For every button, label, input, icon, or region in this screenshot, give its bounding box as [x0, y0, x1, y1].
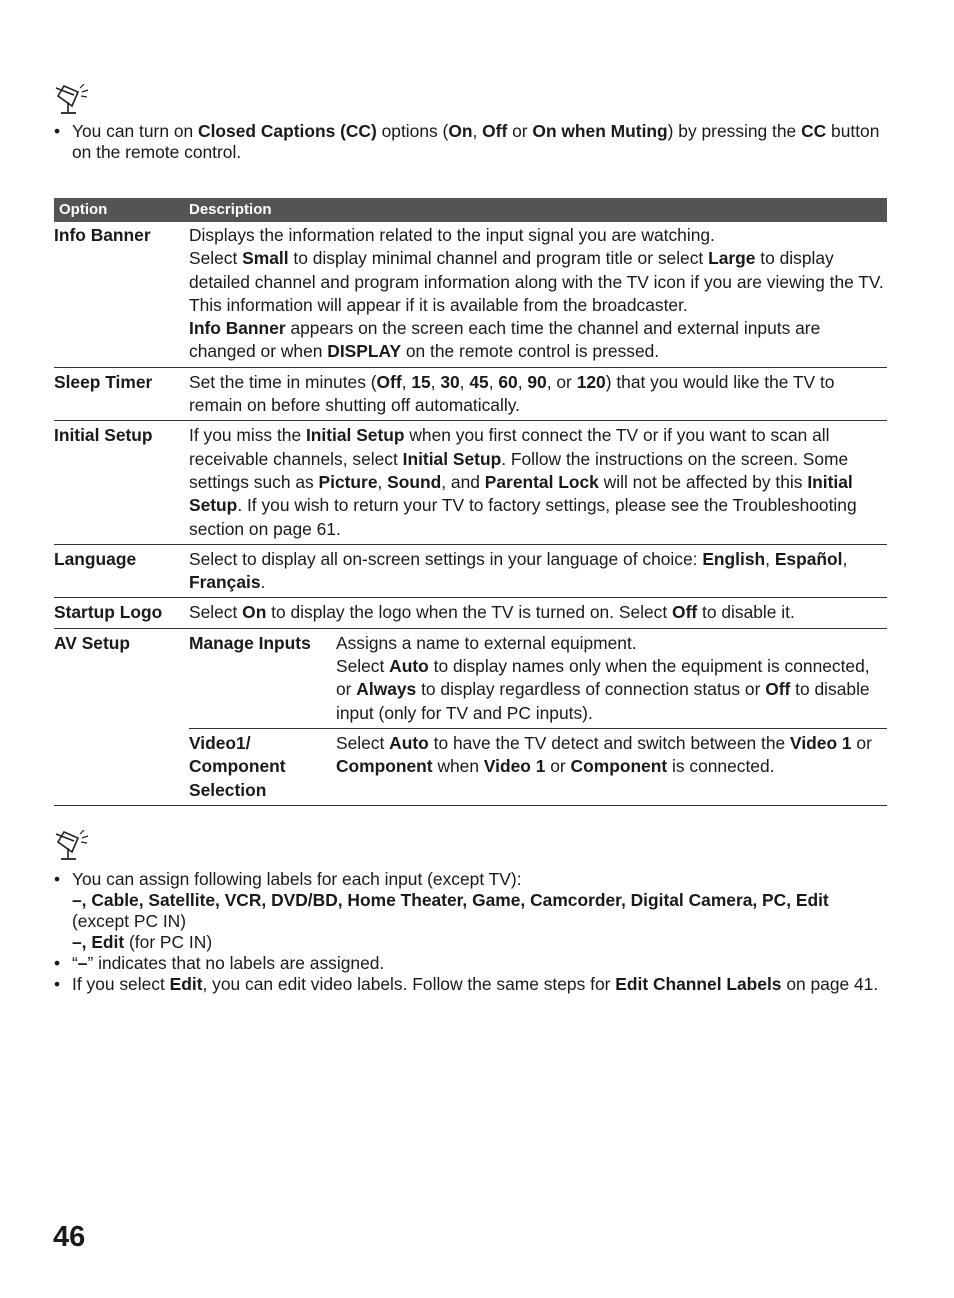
header-description: Description: [189, 198, 887, 222]
sub-option-manage-inputs: Manage Inputs: [189, 628, 336, 728]
option-av-setup: AV Setup: [54, 632, 131, 653]
option-initial-setup: Initial Setup: [54, 421, 189, 544]
page-number: 46: [53, 1221, 86, 1253]
desc-manage-inputs: Assigns a name to external equipment. Select Auto to display names only when the equipment is connected, or Always to display regardless of connection status or Off to disable input (only for TV and PC inputs).: [336, 628, 887, 728]
desc-startup-logo: Select On to display the logo when the TV is turned on. Select Off to disable it.: [189, 598, 887, 628]
hint-lamp-icon: [54, 830, 92, 862]
table-row-av-setup-manage-inputs: [54, 628, 887, 728]
hint-lamp-icon: [54, 84, 92, 116]
table-row-language: [54, 544, 887, 598]
table-row-initial-setup: [54, 421, 887, 544]
tip-note-labels: • You can assign following labels for each input (except TV): –, Cable, Satellite, VCR, DVD/BD, Home Theater, Game, Camcorder, Digital Camera, PC, Edit (except PC IN) –, Edit (for PC IN): [54, 869, 888, 953]
table-row-info-banner: [54, 222, 887, 367]
option-info-banner: Info Banner: [54, 222, 189, 367]
tip-note-dash: • “–” indicates that no labels are assigned.: [54, 953, 888, 974]
options-table: [54, 198, 887, 806]
table-row-av-setup-video1: [54, 728, 887, 805]
desc-initial-setup: If you miss the Initial Setup when you first connect the TV or if you want to scan all receivable channels, select Initial Setup. Follow the instructions on the screen. Some settings such as Picture, Sound, and Parental Lock will not be affected by this Initial Setup. If you wish to return your TV to factory settings, please see the Troubleshooting section on page 61.: [189, 421, 887, 544]
desc-sleep-timer: Set the time in minutes (Off, 15, 30, 45, 60, 90, or 120) that you would like the TV to remain on before shutting off automatically.: [189, 367, 887, 421]
option-language: Language: [54, 544, 189, 598]
sub-option-video1-component: Video1/ Component Selection: [189, 728, 336, 805]
option-av-setup-continued: [54, 728, 189, 805]
desc-video1-component: Select Auto to have the TV detect and switch between the Video 1 or Component when Video 1 or Component is connected.: [336, 728, 887, 805]
option-sleep-timer: Sleep Timer: [54, 367, 189, 421]
option-startup-logo: Startup Logo: [54, 598, 189, 628]
table-row-sleep-timer: [54, 367, 887, 421]
table-row-startup-logo: [54, 598, 887, 628]
tip-note-edit: • If you select Edit, you can edit video labels. Follow the same steps for Edit Channel Labels on page 41.: [54, 974, 888, 995]
tip-note-closed-captions: • You can turn on Closed Captions (CC) options (On, Off or On when Muting) by pressing the CC button on the remote control.: [54, 121, 888, 163]
tip-notes-top: [54, 121, 888, 163]
header-option: Option: [54, 198, 189, 222]
tip-notes-bottom: [54, 869, 888, 995]
desc-info-banner: Displays the information related to the input signal you are watching. Select Small to display minimal channel and program title or select Large to display detailed channel and program information along with the TV icon if you are viewing the TV. This information will appear if it is available from the broadcaster. Info Banner appears on the screen each time the channel and external inputs are changed or when DISPLAY on the remote control is pressed.: [189, 222, 887, 367]
desc-language: Select to display all on-screen settings in your language of choice: English, Español, Français.: [189, 544, 887, 598]
